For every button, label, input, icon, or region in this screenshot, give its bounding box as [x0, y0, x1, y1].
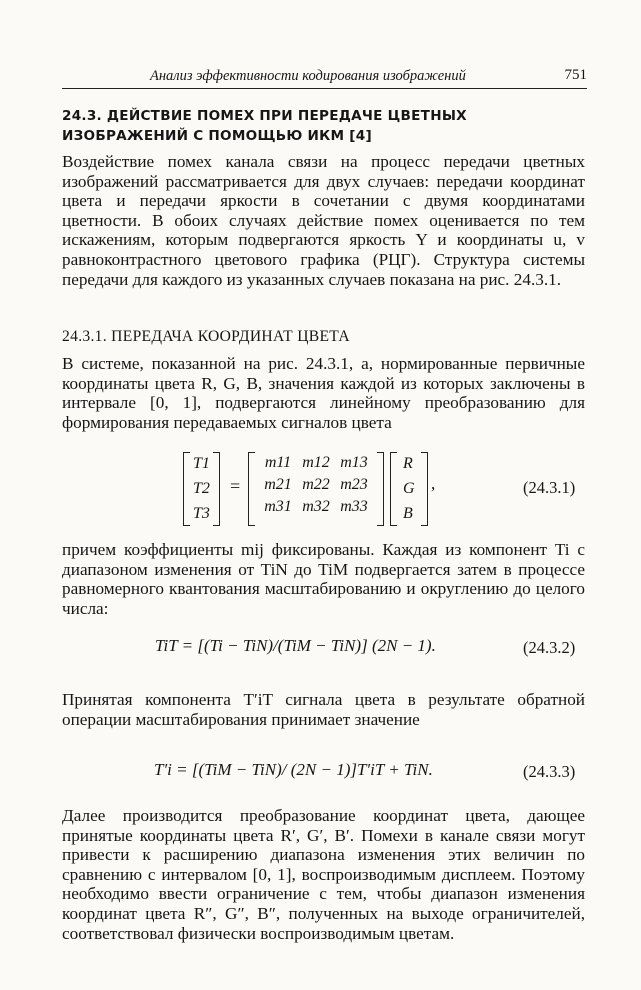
equation-number-1: (24.3.1): [523, 478, 576, 497]
equation-number-2: (24.3.2): [523, 638, 576, 657]
paragraph-4: Далее производится преобразование координат цвета, дающее принятые координаты цвета R′, G′, B′. Помехи в канале связи могут привести к расширению диапазона изменения этих величин по сравнению с интервалом [0, 1], воспроизводимым дисплеем. Поэтому необходимо ввести ограничение с тем, чтобы диапазон изменения координат цвета R″, G″, B″, полученных на выходе ограничителей, соответствовал физически воспроизводимым цветам.: [62, 806, 585, 943]
vector-rgb-entry: G: [403, 480, 415, 497]
matrix-entry: m21: [264, 476, 292, 493]
matrix-entry: m22: [302, 476, 330, 493]
matrix-entry: m31: [264, 498, 292, 515]
section-heading: [62, 106, 467, 146]
equation-24-3-3: T′i = [(TiM − TiN)/ (2N − 1)]T′iT + TiN.: [154, 760, 433, 779]
matrix-entry: m11: [264, 454, 292, 471]
paragraph-3: Принятая компонента T′iT сигнала цвета в результате обратной операции масштабирования принимает значение: [62, 690, 585, 729]
vector-t: [183, 452, 220, 526]
matrix-entry: m12: [302, 454, 330, 471]
section-heading-line-1: 24.3. ДЕЙСТВИЕ ПОМЕХ ПРИ ПЕРЕДАЧЕ ЦВЕТНЫХ: [62, 108, 467, 124]
paragraph-2: причем коэффициенты mij фиксированы. Каждая из компонент Ti с диапазоном изменения от TiN до TiM подвергается затем в процессе равномерного квантования масштабированию и округлению до целого числа:: [62, 540, 585, 618]
equals-sign: =: [230, 476, 241, 496]
equation-24-3-2: TiT = [(Ti − TiN)/(TiM − TiN)] (2N − 1).: [155, 636, 436, 655]
vector-t-entry: T3: [193, 505, 210, 522]
vector-t-entry: T1: [193, 455, 210, 472]
vector-rgb: [390, 452, 428, 526]
page-number: 751: [564, 67, 587, 83]
matrix-entry: m32: [302, 498, 330, 515]
coefficient-matrix: [248, 452, 384, 526]
vector-rgb-entry: R: [403, 455, 413, 472]
section-heading-line-2: ИЗОБРАЖЕНИЙ С ПОМОЩЬЮ ИКМ [4]: [62, 128, 372, 144]
equation-number-3: (24.3.3): [523, 762, 576, 781]
matrix-entry: m13: [340, 454, 368, 471]
running-header: [62, 64, 587, 89]
matrix-entry: m23: [340, 476, 368, 493]
equation-comma: ,: [431, 474, 436, 493]
subsection-heading: 24.3.1. ПЕРЕДАЧА КООРДИНАТ ЦВЕТА: [62, 328, 350, 345]
vector-t-entry: T2: [193, 480, 210, 497]
running-title: Анализ эффективности кодирования изображений: [150, 68, 466, 84]
intro-paragraph: Воздействие помех канала связи на процесс передачи цветных изображений рассматривается для двух случаев: передачи координат цвета и передачи яркости в сочетании с двумя координатами цветности. В обоих случаях действие помех оценивается по тем искажениям, которым подвергаются яркость Y и координаты u, v равноконтрастного цветового графика (РЦГ). Структура системы передачи для каждого из указанных случаев показана на рис. 24.3.1.: [62, 152, 585, 289]
vector-rgb-entry: B: [403, 505, 413, 522]
matrix-entry: m33: [340, 498, 368, 515]
paragraph-1: В системе, показанной на рис. 24.3.1, а, нормированные первичные координаты цвета R, G, B, значения каждой из которых заключены в интервале [0, 1], подвергаются линейному преобразованию для формирования передаваемых сигналов цвета: [62, 354, 585, 432]
